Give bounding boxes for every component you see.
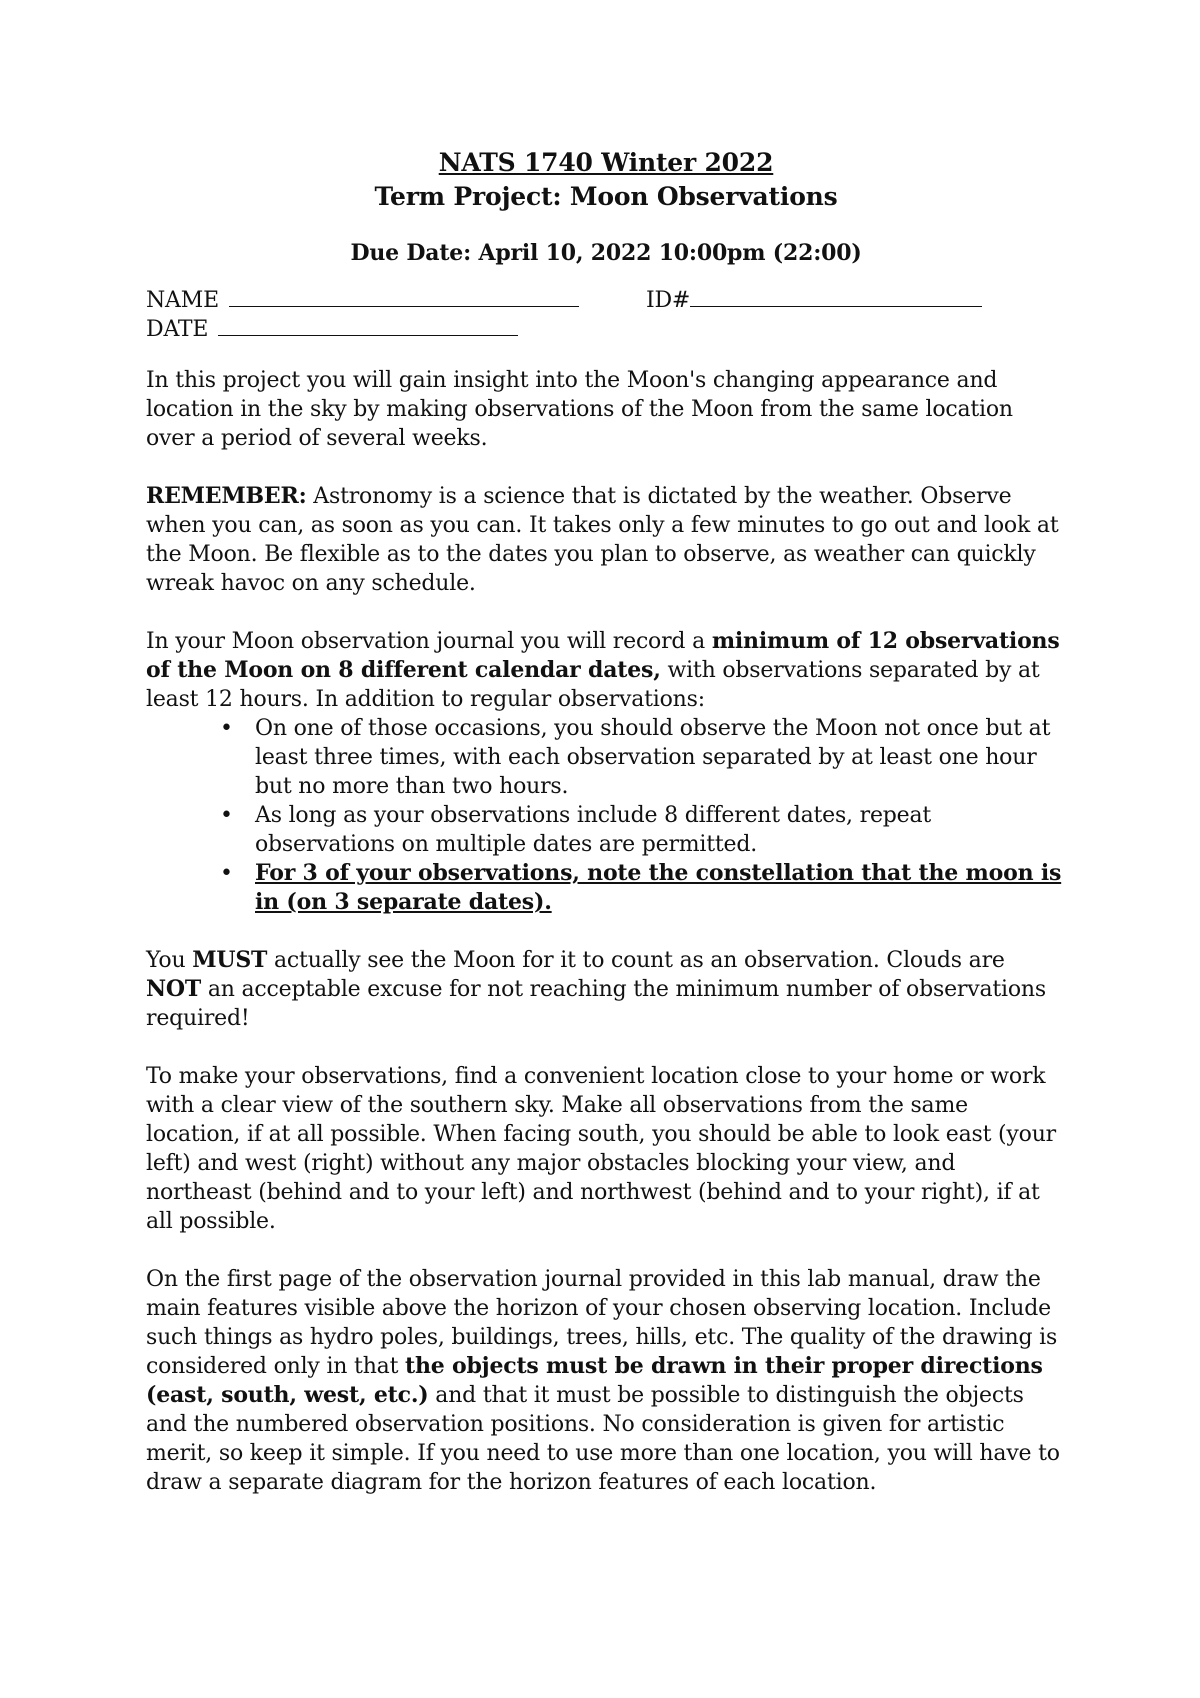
course-title: NATS 1740 Winter 2022 [438,148,774,177]
student-fields [146,286,1066,344]
drawing-paragraph [146,1265,1066,1497]
date-label: DATE [146,317,209,342]
journal-post: with observations separated by at least 12 hours. In addition to regular observations: [146,658,1040,712]
journal-bullet-list [146,714,1066,917]
must-pre: You [146,948,193,973]
date-blank-line[interactable] [218,315,518,336]
project-title: Term Project: Moon Observations [374,182,838,211]
bullet-text: As long as your observations include 8 different dates, repeat observations on multiple dates are permitted. [255,803,932,857]
must-post: an acceptable excuse for not reaching the minimum number of observations required! [146,977,1046,1031]
list-item [146,859,1066,917]
must-paragraph [146,946,1066,1033]
remember-paragraph [146,482,1066,598]
bullet-icon: • [220,861,233,886]
name-field [146,286,579,315]
list-item [146,714,1066,801]
list-item [146,801,1066,859]
intro-paragraph: In this project you will gain insight into the Moon's changing appearance and location in the sky by making observations of the Moon from the same location over a period of several weeks. [146,368,1013,451]
id-blank-line[interactable] [690,286,982,307]
bullet-text: On one of those occasions, you should observe the Moon not once but at least three times, with each observation separated by at least one hour but no more than two hours. [255,716,1051,799]
due-date: Due Date: April 10, 2022 10:00pm (22:00) [350,240,862,266]
journal-section [146,627,1066,917]
date-field [146,315,518,344]
title-block [146,146,1066,214]
bullet-icon: • [220,803,233,828]
location-paragraph: To make your observations, find a convenient location close to your home or work with a clear view of the southern sky. Make all observations from the same location, if at all possible. When facing south, you should be able to look east (your left) and west (right) without any major obstacles blocking your view, and northeast (behind and to your left) and northwest (behind and to your right), if at all possible. [146,1064,1056,1234]
name-blank-line[interactable] [229,286,579,307]
drawing-pre: On the first page of the observation journal provided in this lab manual, draw the main features visible above the horizon of your chosen observing location. Include such things as hydro poles, buildings, trees, hills, etc. The quality of the drawing is considered only in that [146,1267,1058,1379]
journal-pre: In your Moon observation journal you will record a [146,629,712,654]
drawing-post: and that it must be possible to distinguish the objects and the numbered observation positions. No consideration is given for artistic merit, so keep it simple. If you need to use more than one location, you will have to draw a separate diagram for the horizon features of each location. [146,1383,1060,1495]
document-content [146,146,1066,1497]
remember-label: REMEMBER: [146,483,307,509]
id-label: ID# [646,288,691,313]
not-emphasis: NOT [146,976,202,1002]
name-label: NAME [146,288,219,313]
journal-bold: minimum of 12 observations of the Moon on 8 different calendar dates, [146,628,1060,683]
drawing-bold: the objects must be drawn in their proper directions (east, south, west, etc.) [146,1353,1043,1408]
id-field [646,286,982,315]
bullet-icon: • [220,716,233,741]
journal-paragraph [146,627,1066,714]
remember-text: Astronomy is a science that is dictated by the weather. Observe when you can, as soon as you can. It takes only a few minutes to go out and look at the Moon. Be flexible as to the dates you plan to observe, as weather can quickly wreak havoc on any schedule. [146,484,1059,596]
must-emphasis: MUST [192,947,268,973]
must-mid: actually see the Moon for it to count as an observation. Clouds are [267,948,1005,973]
bullet-text: For 3 of your observations, note the constellation that the moon is in (on 3 separate dates). [255,860,1062,915]
